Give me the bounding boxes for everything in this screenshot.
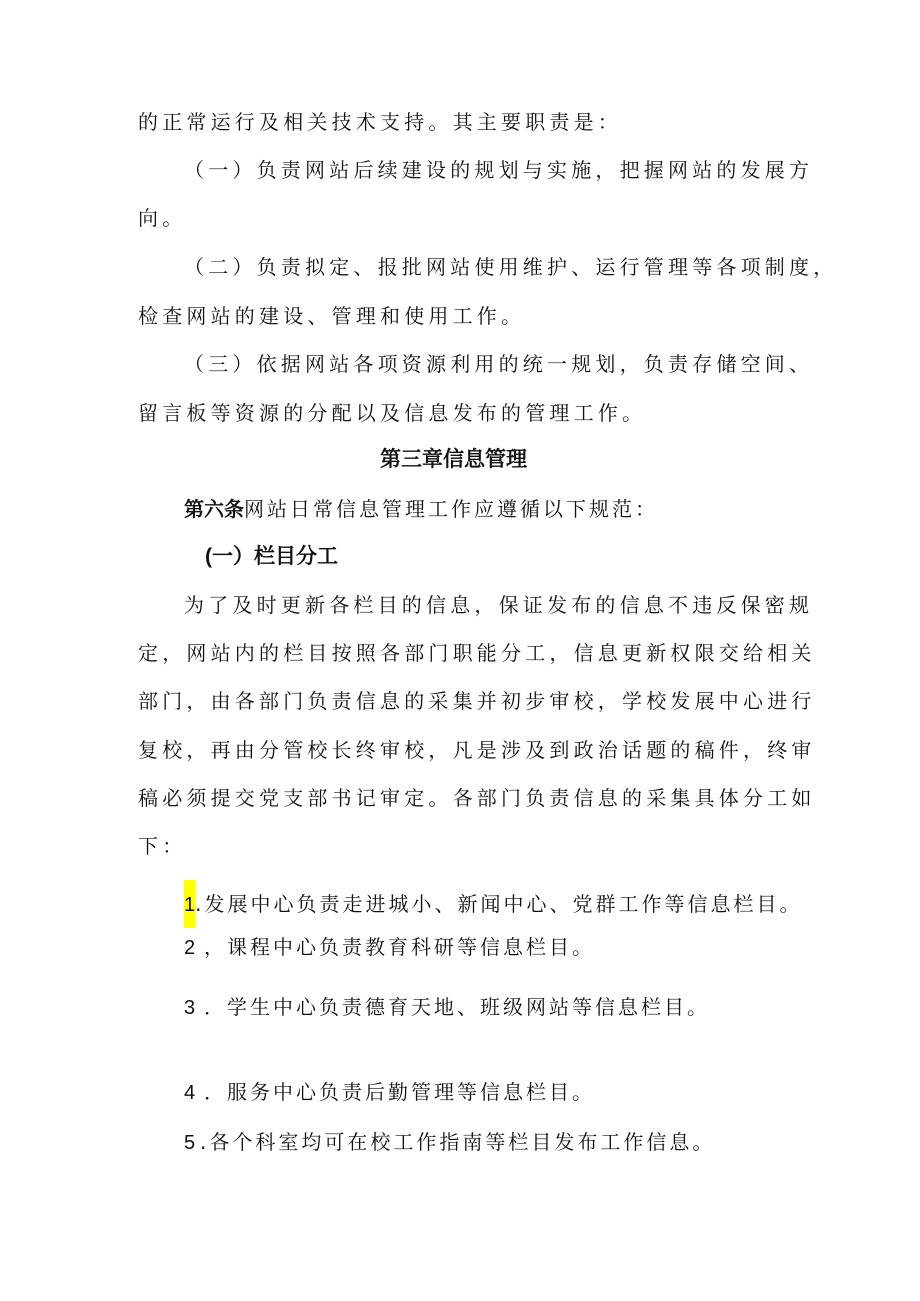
list-item (184, 1079, 595, 1106)
paragraph-line: 下： (138, 834, 187, 858)
list-item-number: 2 (184, 937, 196, 959)
paragraph-line: 检查网站的建设、管理和使用工作。 (138, 304, 526, 328)
paragraph-line: 的正常运行及相关技术支持。其主要职责是： (138, 110, 622, 134)
paragraph-line: 定，网站内的栏目按照各部门职能分工，信息更新权限交给相关 (138, 641, 816, 665)
list-item-number: 1 (184, 880, 195, 928)
paragraph-line: 为了及时更新各栏目的信息，保证发布的信息不违反保密规 (184, 593, 814, 617)
paragraph-line: 复校，再由分管校长终审校，凡是涉及到政治话题的稿件，终审 (138, 738, 816, 762)
article-line (184, 496, 658, 523)
list-item-text: ．服务中心负责后勤管理等信息栏目。 (204, 1080, 595, 1104)
paragraph-line: 向。 (138, 206, 187, 230)
chapter-title: 第三章信息管理 (380, 448, 527, 471)
list-item-text: ，课程中心负责教育科研等信息栏目。 (204, 935, 595, 959)
list-item (184, 994, 710, 1021)
list-item-number: 3 (184, 997, 196, 1019)
paragraph-line: （三）依据网站各项资源利用的统一规划，负责存储空间、 (184, 352, 814, 376)
paragraph-line: 部门，由各部门负责信息的采集并初步审校，学校发展中心进行 (138, 689, 816, 713)
list-item-text: ．学生中心负责德育天地、班级网站等信息栏目。 (204, 995, 710, 1019)
list-item (184, 1129, 715, 1156)
article-text: 网站日常信息管理工作应遵循以下规范： (244, 497, 658, 521)
paragraph-line: （二）负责拟定、报批网站使用维护、运行管理等各项制度， (184, 255, 838, 279)
list-item (184, 880, 802, 928)
article-label: 第六条 (184, 499, 244, 521)
list-item-number: 5 (184, 1132, 196, 1154)
paragraph-line: 稿必须提交党支部书记审定。各部门负责信息的采集具体分工如 (138, 786, 816, 810)
section-title: (一）栏目分工 (205, 545, 338, 568)
list-item-text: .发展中心负责走进城小、新闻中心、党群工作等信息栏目。 (195, 892, 803, 916)
list-item (184, 934, 595, 961)
list-item-text: .各个科室均可在校工作指南等栏目发布工作信息。 (200, 1130, 716, 1154)
paragraph-line: 留言板等资源的分配以及信息发布的管理工作。 (138, 401, 647, 425)
list-item-number: 4 (184, 1082, 196, 1104)
paragraph-line: （一）负责网站后续建设的规划与实施，把握网站的发展方 (184, 158, 814, 182)
